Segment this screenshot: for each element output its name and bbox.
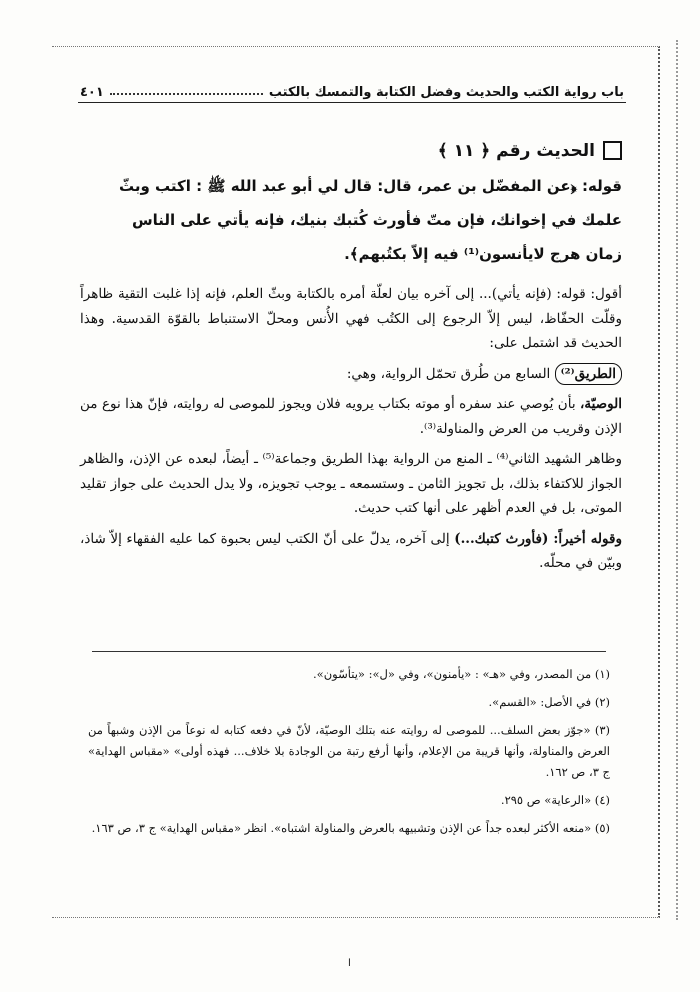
hadith-line-1: قوله: ﴿عن المفضّل بن عمر، قال: قال لي أبو عبد الله ﷺ : اكتب وبثّ xyxy=(118,177,622,195)
header-rule xyxy=(78,102,626,103)
para4-rest: إلى آخره، يدلّ على أنّ الكتب ليس بحبوة كما عليه الفقهاء إلاّ شاذ، وبيّن في محلّه. xyxy=(80,530,622,571)
running-header xyxy=(80,78,624,100)
footnote-4: (٤) «الرعاية» ص ٢٩٥. xyxy=(500,793,610,807)
tariq-label: الطريق⁽²⁾ xyxy=(555,363,622,385)
footnote-5: (٥) «منعه الأكثر لبعده جداً عن الإذن وتشبيهه بالعرض والمناولة اشتباه». انظر «مقباس الهداية» ج ٣، ص ١٦٣. xyxy=(91,821,610,835)
wasiyya-para xyxy=(80,392,622,441)
hadith-line-3: زمان هرج لايأنسون⁽¹⁾ فيه إلاّ بكتُبهم﴾. xyxy=(344,245,622,263)
commentary-para-1: أقول: قوله: (فإنه يأتي)... إلى آخره بيان لعلّة أمره بالكتابة وبثّ العلم، فإنه إذا غلبت التقية ظاهراً وقلّت الحفّاظ، ليس إلاّ الرجوع إلى الكتُب فهي الأُنس ومحلّ الاستنباط بالقوّة القدسية. وهذا الحديث قد اشتمل على: xyxy=(80,286,622,351)
page-number: ٤٠١ xyxy=(80,85,104,100)
tariq-rest: السابع من طُرق تحمّل الرواية، وهي: xyxy=(346,365,555,382)
page-mark: ا xyxy=(348,958,351,969)
header-title: باب رواية الكتب والحديث وفضل الكتابة والتمسك بالكتب xyxy=(268,85,624,100)
commentary-para-3: وظاهر الشهيد الثاني⁽⁴⁾ ـ المنع من الرواية بهذا الطريق وجماعة⁽⁵⁾ ـ أيضاً، لبعده عن الإذن، والظاهر الجواز للاكتفاء بذلك، بل تجويز الثامن ـ وستسمعه ـ يوجب تجويزه، ولا يدل الحديث على جواز تقليد الموتى، بل في العدم أظهر على أنها كتب حديث. xyxy=(80,451,623,516)
hadith-text xyxy=(80,169,622,271)
scan-edge xyxy=(676,40,686,920)
hadith-section xyxy=(80,140,622,271)
footnotes xyxy=(88,664,610,846)
wasiyya-rest: بأن يُوصي عند سفره أو موته بكتاب يرويه فلان ويجوز للموصى له روايته، فإنّ هذا نوع من الإذن وقريب من العرض والمناولة⁽³⁾. xyxy=(80,396,622,437)
hadith-heading xyxy=(80,140,622,161)
footnote-3: (٣) «جوّز بعض السلف... للموصى له روايته عنه بتلك الوصيّة، لأنّ في دفعه كتابه له نوعاً من الإذن وشبهاً من العرض والمناولة، وأنها قريبة من الإعلام، وأنها أرفع رتبة من الوجادة بلا خلاف... فهذه أولى» «مقباس الهداية» ج ٣، ص ١٦٢. xyxy=(88,723,610,779)
para4-bold: وقوله أخيراً: (فأورث كتبك...) xyxy=(454,530,622,547)
header-leader-dots xyxy=(110,93,263,95)
wasiyya-label: الوصيّة، xyxy=(580,396,622,412)
commentary xyxy=(80,282,622,582)
tariq-line xyxy=(80,362,622,387)
footnote-2: (٢) في الأصل: «القسم». xyxy=(488,695,610,709)
footnote-rule xyxy=(92,651,606,652)
hadith-line-2: علمك في إخوانك، فإن متّ فأورث كُتبك بنيك، فإنه يأتي على الناس xyxy=(131,211,622,229)
commentary-para-4 xyxy=(80,527,622,576)
footnote-1: (١) من المصدر، وفي «هـ» : «يأمنون»، وفي «ل»: «يتأسّون». xyxy=(313,667,610,681)
hadith-title: الحديث رقم ﴿ ١١ ﴾ xyxy=(437,141,595,161)
square-bullet-icon xyxy=(603,141,622,160)
